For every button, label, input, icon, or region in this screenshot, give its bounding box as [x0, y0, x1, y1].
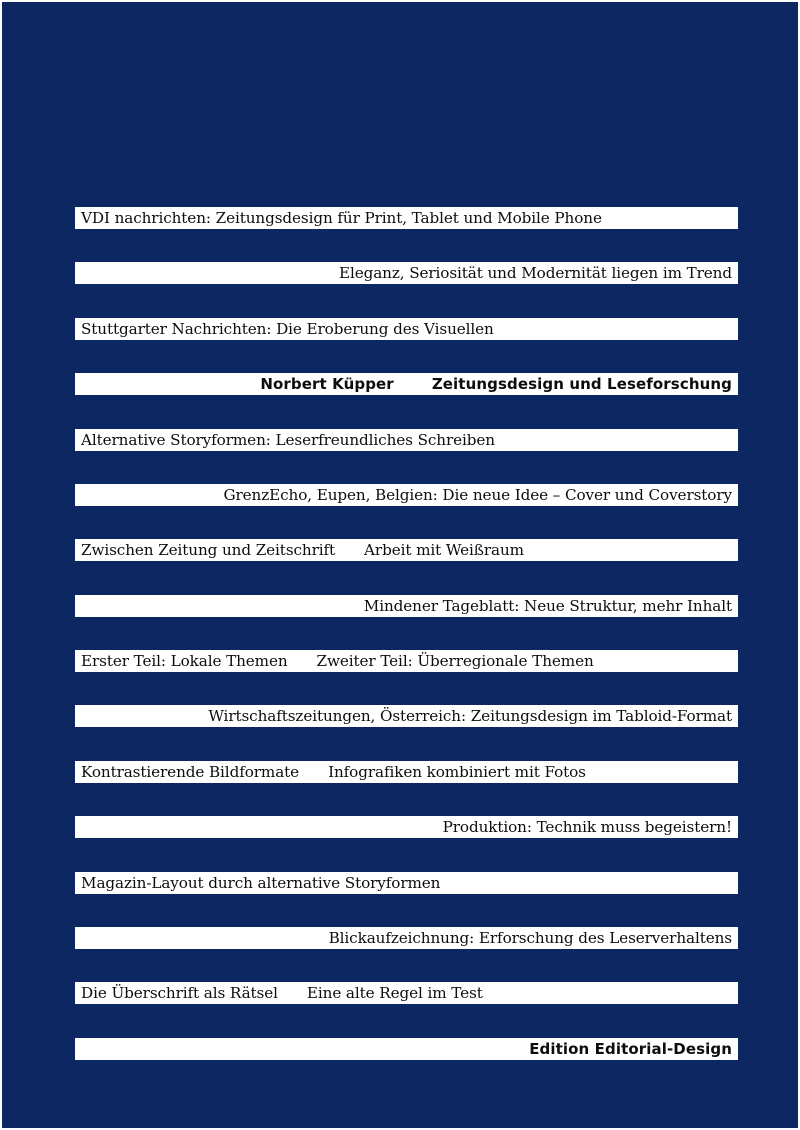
cover-line-vdi-nachrichten	[75, 207, 738, 229]
cover-line-text: Infografiken kombiniert mit Fotos	[328, 763, 586, 781]
cover-line-text: Arbeit mit Weißraum	[364, 541, 524, 559]
cover-line-text: Blickaufzeichnung: Erforschung des Leserverhaltens	[328, 929, 732, 947]
cover-line-text: Zweiter Teil: Überregionale Themen	[316, 652, 594, 670]
cover-line-blickaufzeichnung	[75, 927, 738, 949]
cover-line-text: Eleganz, Seriosität und Modernität liegen im Trend	[338, 264, 732, 282]
cover-line-eleganz	[75, 262, 738, 284]
cover-line-wirtschaftszeitungen	[75, 705, 738, 727]
cover-line-ueberschrift-raetsel	[75, 982, 738, 1004]
cover-line-text: Magazin-Layout durch alternative Storyformen	[81, 874, 441, 892]
cover-line-mindener-tageblatt	[75, 595, 738, 617]
series-name: Edition Editorial-Design	[529, 1040, 732, 1058]
series-name-line	[75, 1038, 738, 1060]
cover-line-text: Kontrastierende Bildformate	[81, 763, 300, 781]
cover-line-text: Die Überschrift als Rätsel	[81, 984, 278, 1002]
cover-line-text: Stuttgarter Nachrichten: Die Eroberung des Visuellen	[81, 320, 494, 338]
cover-line-text: Mindener Tageblatt: Neue Struktur, mehr Inhalt	[363, 597, 732, 615]
cover-line-text: GrenzEcho, Eupen, Belgien: Die neue Idee – Cover und Coverstory	[223, 486, 732, 504]
cover-line-erster-teil	[75, 650, 738, 672]
cover-line-produktion	[75, 816, 738, 838]
cover-line-grenzecho	[75, 484, 738, 506]
author-name: Norbert Küpper	[260, 375, 394, 393]
book-cover	[2, 2, 798, 1128]
cover-line-text: Alternative Storyformen: Leserfreundliches Schreiben	[81, 431, 495, 449]
cover-title-line	[75, 373, 738, 395]
book-title: Zeitungsdesign und Leseforschung	[431, 375, 732, 393]
cover-line-text: VDI nachrichten: Zeitungsdesign für Print, Tablet und Mobile Phone	[81, 209, 602, 227]
cover-line-kontrastierende-bildformate	[75, 761, 738, 783]
cover-line-text: Zwischen Zeitung und Zeitschrift	[81, 541, 336, 559]
cover-line-zwischen-zeitung	[75, 539, 738, 561]
cover-line-text: Wirtschaftszeitungen, Österreich: Zeitungsdesign im Tabloid-Format	[208, 707, 732, 725]
cover-line-magazin-layout	[75, 872, 738, 894]
cover-line-text: Produktion: Technik muss begeistern!	[442, 818, 732, 836]
cover-line-text: Erster Teil: Lokale Themen	[81, 652, 288, 670]
cover-line-stuttgarter-nachrichten	[75, 318, 738, 340]
cover-line-alternative-storyformen	[75, 429, 738, 451]
cover-line-text: Eine alte Regel im Test	[306, 984, 483, 1002]
